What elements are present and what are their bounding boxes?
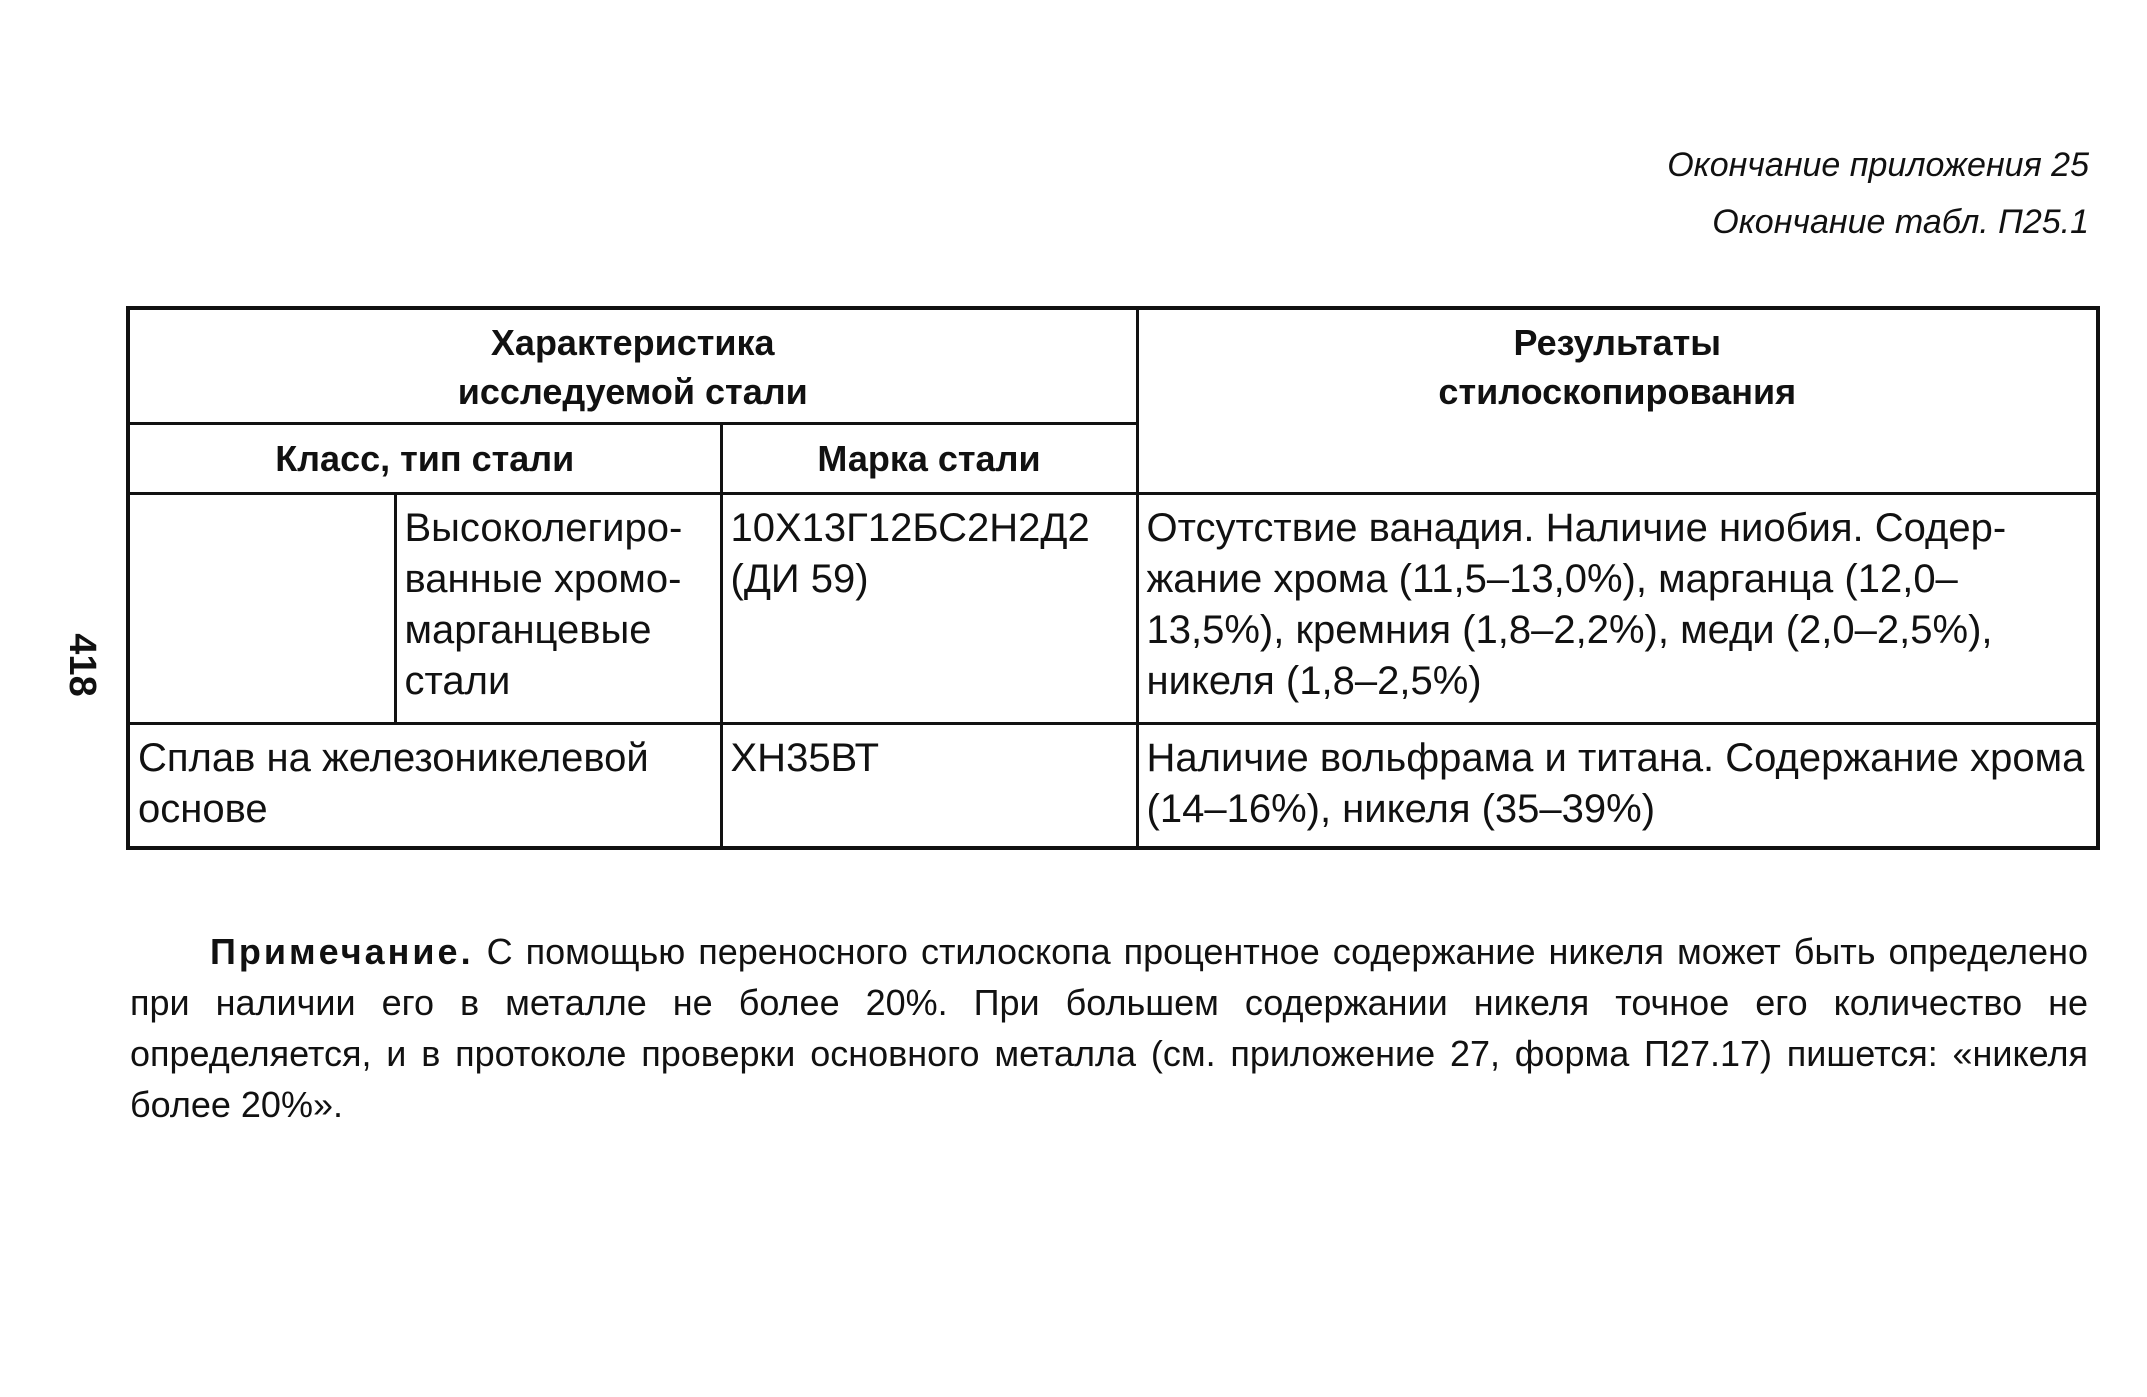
cell-grade: 10Х13Г12БС2Н2Д2 (ДИ 59) [721, 493, 1137, 723]
header-grade: Марка стали [721, 423, 1137, 493]
table-row [128, 493, 2098, 723]
note-text: С помощью переносного стилоскопа процентное содержание никеля может быть определено при наличии его в металле не более 20%. При большем содержании никеля точное его количество не определяется, и в протоколе проверки основного металла (см. приложение 27, форма П27.17) пишется: «никеля более 20%». [130, 931, 2088, 1125]
appendix-caption: Окончание приложения 25 [1667, 146, 2089, 184]
steel-table [126, 306, 2100, 850]
cell-result: Отсутствие ванадия. Наличие ниобия. Содер-жание хрома (11,5–13,0%), марганца (12,0–13,5%), кремния (1,8–2,2%), меди (2,0–2,5%), никеля (1,8–2,5%) [1137, 493, 2098, 723]
page-number-text: 418 [61, 633, 103, 697]
table-row [128, 723, 2098, 848]
header-results-text: Результаты стилоскопирования [1438, 322, 1797, 412]
cell-class-type: Сплав на железоникелевой основе [128, 723, 721, 848]
cell-grade: ХН35ВТ [721, 723, 1137, 848]
cell-type: Высоколегиро-ванные хромо-марганцевые стали [395, 493, 721, 723]
table-caption: Окончание табл. П25.1 [1712, 203, 2089, 241]
header-group-steel-characteristic [128, 308, 1137, 423]
table-header-row [128, 308, 2098, 423]
cell-result: Наличие вольфрама и титана. Содержание хрома (14–16%), никеля (35–39%) [1137, 723, 2098, 848]
header-results [1137, 308, 2098, 493]
note-paragraph [130, 926, 2088, 1130]
note-label: Примечание. [210, 931, 474, 972]
header-group-text: Характеристика исследуемой стали [457, 322, 808, 412]
cell-class [128, 493, 395, 723]
header-class-type: Класс, тип стали [128, 423, 721, 493]
